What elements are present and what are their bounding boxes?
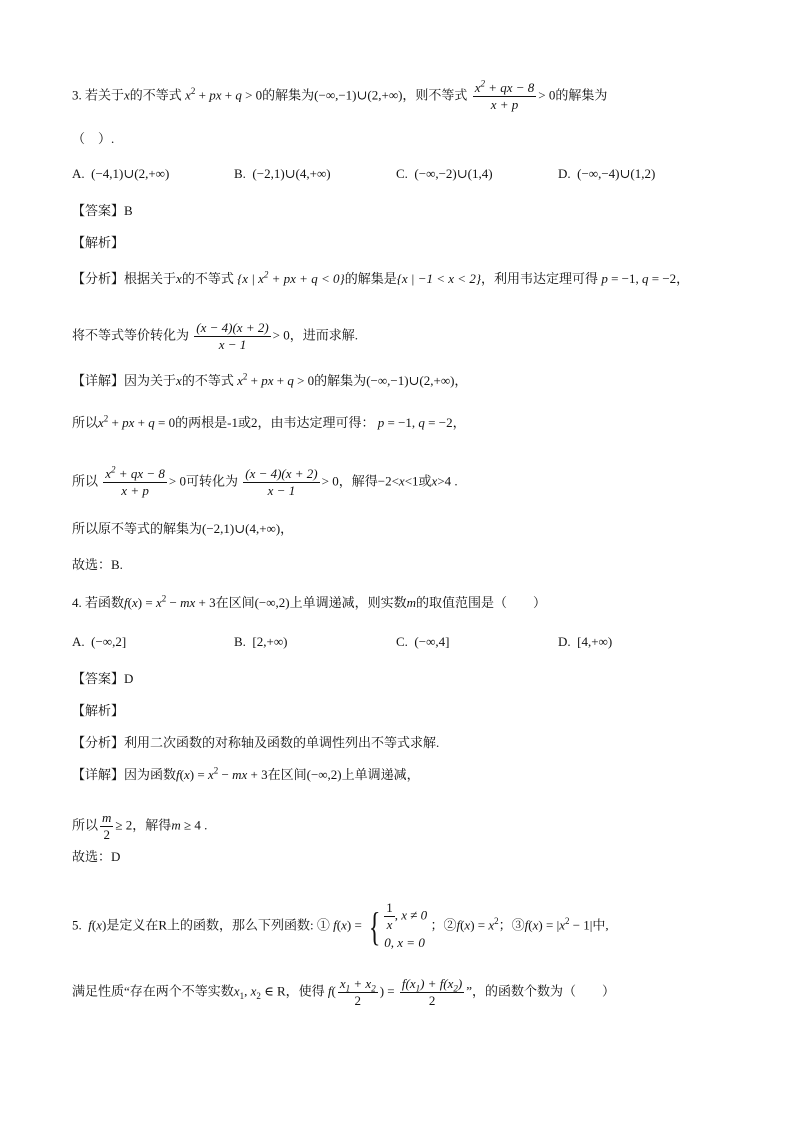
q4-stem: 4. 若函数$f(x) = x^2$ − mx + 3在区间(−∞,2)上单调递减，则实数m的取值范围是（ ）: [72, 593, 547, 610]
q4-xiangjie: 【详解】因为函数$f(x) = x^2$ − mx + 3在区间(−∞,2)上单调递减，: [72, 765, 420, 782]
q3-option-c: C. (−∞,−2)∪(1,4): [396, 166, 493, 181]
q5-stem: 5. f(x)是定义在R上的函数，那么下列函数: ① f(x) = { $\frac{1}{x}$ , x ≠ 0 0, x = 0 ；②f(x) = $x^2$；③f(x) = $|x^2 - 1|$中,: [72, 900, 609, 950]
q3-fenxi: 【分析】根据关于x的不等式 {x | $x^2$ + px + q < 0}的解集是{x | −1 < x < 2}，利用韦达定理可得 p = −1, q = −2，: [72, 269, 690, 286]
q3-stem: 3. 若关于x的不等式 $x^2$ + px + q > 0的解集为(−∞,−1)∪(2,+∞)，则不等式 $\frac{x^2 + qx - 8}{x + p}$ > 0的解集为: [72, 78, 608, 112]
q5-stem-2: 满足性质“存在两个不等实数$x_1$, $x_2$ ∈ R，使得 f( $\frac{x_1 + x_2}{2}$ ) = $\frac{f(x_1) + f(x_2)}{2}$ ”，的函数个数为（ ）: [72, 976, 616, 1008]
q3-analysis-tag: 【解析】: [72, 235, 125, 250]
q4-fenxi: 【分析】利用二次函数的对称轴及函数的单调性列出不等式求解.: [72, 735, 440, 750]
q3-paren: （ ）.: [72, 131, 115, 146]
q3-answer: 【答案】B: [72, 203, 133, 218]
q3-number: 3.: [72, 87, 82, 103]
q4-xiangjie-2: 所以 $\frac{m}{2}$ ≥ 2，解得m ≥ 4 .: [72, 810, 208, 842]
q3-option-b: B. (−2,1)∪(4,+∞): [234, 166, 331, 181]
q3-xiangjie: 【详解】因为关于x的不等式 $x^2$ + px + q > 0的解集为(−∞,−1)∪(2,+∞)，: [72, 371, 468, 388]
q3-xiangjie-2: 所以$x^2$ + px + q = 0的两根是-1或2，由韦达定理可得： p = −1, q = −2，: [72, 413, 466, 430]
q4-analysis-tag: 【解析】: [72, 703, 125, 718]
q4-choose: 故选：D: [72, 849, 121, 864]
q3-choose: 故选：B.: [72, 557, 123, 572]
q3-xiangjie-4: 所以原不等式的解集为(−2,1)∪(4,+∞)，: [72, 521, 294, 536]
q4-option-c: C. (−∞,4]: [396, 634, 450, 649]
q3-fenxi-2: 将不等式等价转化为 $\frac{(x - 4)(x + 2)}{x - 1}$ > 0，进而求解.: [72, 320, 359, 352]
q3-xiangjie-3: 所以 $\frac{x^2 + qx - 8}{x + p}$ > 0可转化为 $\frac{(x - 4)(x + 2)}{x - 1}$ > 0，解得−2<x<1或x>4 .: [72, 464, 458, 498]
q4-option-a: A. (−∞,2]: [72, 634, 127, 649]
q4-option-d: D. [4,+∞): [558, 634, 613, 649]
q3-option-a: A. (−4,1)∪(2,+∞): [72, 166, 170, 181]
q3-option-d: D. (−∞,−4)∪(1,2): [558, 166, 656, 181]
q4-answer: 【答案】D: [72, 671, 134, 686]
q4-option-b: B. [2,+∞): [234, 634, 288, 649]
